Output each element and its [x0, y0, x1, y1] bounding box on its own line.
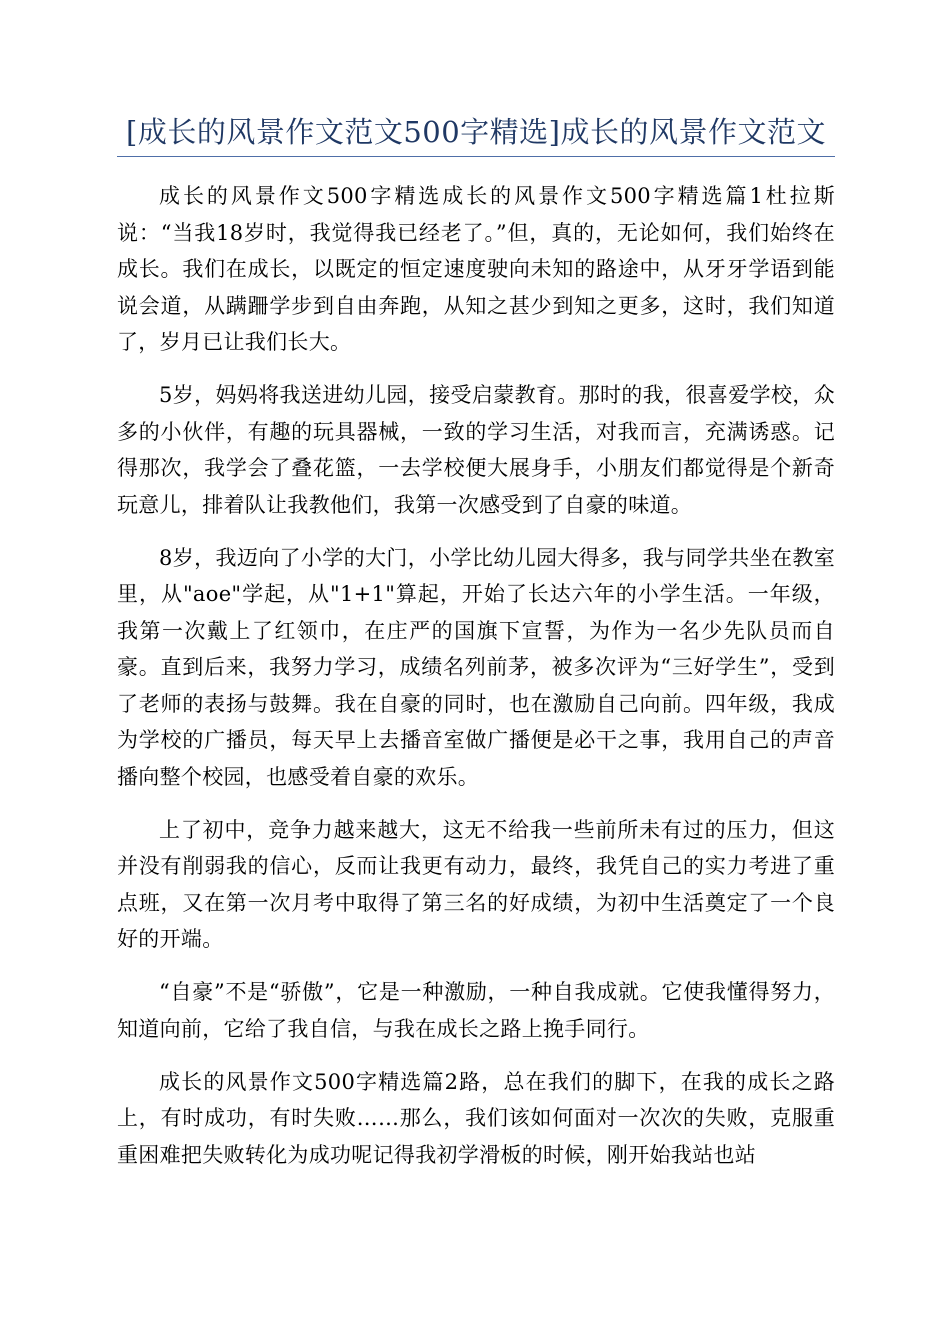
document-title: [成长的风景作文范文500字精选]成长的风景作文范文: [126, 115, 826, 149]
document-body: [117, 178, 835, 1190]
paragraph-4: 上了初中，竞争力越来越大，这无不给我一些前所未有过的压力，但这并没有削弱我的信心，反而让我更有动力，最终，我凭自己的实力考进了重点班，又在第一次月考中取得了第三名的好成绩，为初中生活奠定了一个良好的开端。: [117, 817, 835, 951]
paragraph-2: 5岁，妈妈将我送进幼儿园，接受启蒙教育。那时的我，很喜爱学校，众多的小伙伴，有趣的玩具器械，一致的学习生活，对我而言，充满诱惑。记得那次，我学会了叠花篮，一去学校便大展身手，小朋友们都觉得是个新奇玩意儿，排着队让我教他们，我第一次感受到了自豪的味道。: [117, 383, 835, 517]
title-block: [117, 112, 835, 157]
paragraph-6: 成长的风景作文500字精选篇2路，总在我们的脚下，在我的成长之路上，有时成功，有时失败……那么，我们该如何面对一次次的失败，克服重重困难把失败转化为成功呢记得我初学滑板的时候，刚开始我站也站: [117, 1069, 835, 1167]
paragraph-3: 8岁，我迈向了小学的大门，小学比幼儿园大得多，我与同学共坐在教室里，从"aoe"学起，从"1+1"算起，开始了长达六年的小学生活。一年级，我第一次戴上了红领巾，在庄严的国旗下宣誓，为作为一名少先队员而自豪。直到后来，我努力学习，成绩名列前茅，被多次评为“三好学生”，受到了老师的表扬与鼓舞。我在自豪的同时，也在激励自己向前。四年级，我成为学校的广播员，每天早上去播音室做广播便是必干之事，我用自己的声音播向整个校园，也感受着自豪的欢乐。: [117, 545, 835, 789]
paragraph-1: 成长的风景作文500字精选成长的风景作文500字精选篇1杜拉斯说：“当我18岁时，我觉得我已经老了。”但，真的，无论如何，我们始终在成长。我们在成长，以既定的恒定速度驶向未知的路途中，从牙牙学语到能说会道，从蹒跚学步到自由奔跑，从知之甚少到知之更多，这时，我们知道了，岁月已让我们长大。: [117, 184, 835, 354]
paragraph-5: “自豪”不是“骄傲”，它是一种激励，一种自我成就。它使我懂得努力，知道向前，它给了我自信，与我在成长之路上挽手同行。: [117, 980, 835, 1041]
